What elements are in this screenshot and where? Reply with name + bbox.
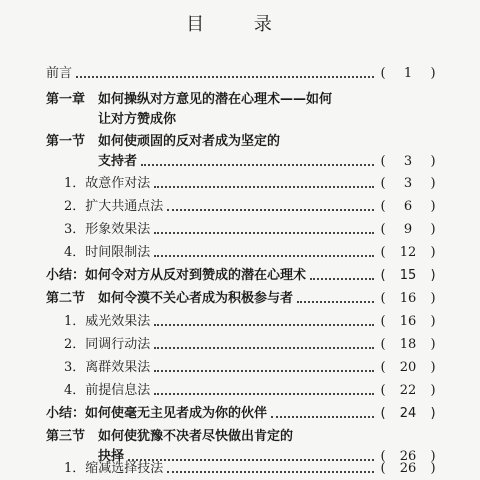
section-title-line1: 如何使犹豫不决者尽快做出肯定的 [98,429,294,444]
page-number: ( 26 ) [380,461,436,476]
summary-entry[interactable] [46,266,438,286]
toc-item-label: 1．故意作对法 [64,176,151,191]
page-number: ( 24 ) [380,406,436,421]
summary-label: 小结：如何令对方从反对到赞成的潜在心理术 [46,268,307,283]
dot-leader [154,254,374,257]
page-number: ( 18 ) [380,337,436,352]
dot-leader [154,323,374,326]
dot-leader [76,75,374,78]
dot-leader [167,208,374,211]
toc-item-label: 1．缩减选择技法 [64,461,164,476]
section-number: 第二节 [46,291,86,306]
toc-item[interactable] [64,197,438,217]
summary-entry[interactable] [46,404,438,424]
toc-item[interactable] [64,459,438,479]
dot-leader [310,277,374,280]
toc-item-label: 1．威光效果法 [64,314,151,329]
toc-item-label: 4．时间限制法 [64,245,151,260]
page-number: ( 20 ) [380,360,436,375]
page-number: ( 1 ) [380,66,436,81]
section-title-line2: 抉择 [98,449,125,464]
section-title: 如何令漠不关心者成为积极参与者 [98,291,294,306]
dot-leader [154,369,374,372]
page-number: ( 3 ) [380,176,436,191]
page-number: ( 26 ) [380,449,436,464]
chapter-heading[interactable] [46,90,438,110]
dot-leader [154,231,374,234]
page-number: ( 6 ) [380,199,436,214]
toc-item-label: 4．前提信息法 [64,383,151,398]
summary-label: 小结：如何使毫无主见者成为你的伙伴 [46,406,268,421]
section-title-line2: 支持者 [98,154,138,169]
page-number: ( 15 ) [380,268,436,283]
chapter-title-line2: 让对方赞成你 [98,112,177,127]
page-number: ( 16 ) [380,291,436,306]
toc-item-label: 3．离群效果法 [64,360,151,375]
dot-leader [271,415,374,418]
toc-item[interactable] [64,174,438,194]
section-heading[interactable] [46,132,438,152]
section-title-line1: 如何使顽固的反对者成为坚定的 [98,134,281,149]
toc-item-label: 3．形象效果法 [64,222,151,237]
dot-leader [297,300,374,303]
dot-leader [141,163,374,166]
dot-leader [167,470,374,473]
page-title: 目 录 [186,14,294,35]
toc-item-label: 2．扩大共通点法 [64,199,164,214]
page-number: ( 22 ) [380,383,436,398]
toc-item[interactable] [64,358,438,378]
chapter-title-line1: 如何操纵对方意见的潜在心理术——如何 [98,92,333,107]
page-number: ( 16 ) [380,314,436,329]
toc-item[interactable] [64,312,438,332]
toc-entry-preface[interactable] [46,64,438,84]
section-number: 第三节 [46,429,86,444]
chapter-number: 第一章 [46,92,86,107]
section-heading-continued[interactable] [98,152,438,172]
section-number: 第一节 [46,134,86,149]
toc-item[interactable] [64,220,438,240]
section-heading[interactable] [46,427,438,447]
dot-leader [154,185,374,188]
toc-entry-label: 前言 [46,66,73,81]
toc-item[interactable] [64,335,438,355]
dot-leader [154,392,374,395]
page-number: ( 9 ) [380,222,436,237]
toc-item[interactable] [64,381,438,401]
toc-item[interactable] [64,243,438,263]
page-number: ( 3 ) [380,154,436,169]
section-heading[interactable] [46,289,438,309]
page-number: ( 12 ) [380,245,436,260]
toc-item-label: 2．同调行动法 [64,337,151,352]
dot-leader [154,346,374,349]
chapter-heading-continued [98,110,438,130]
